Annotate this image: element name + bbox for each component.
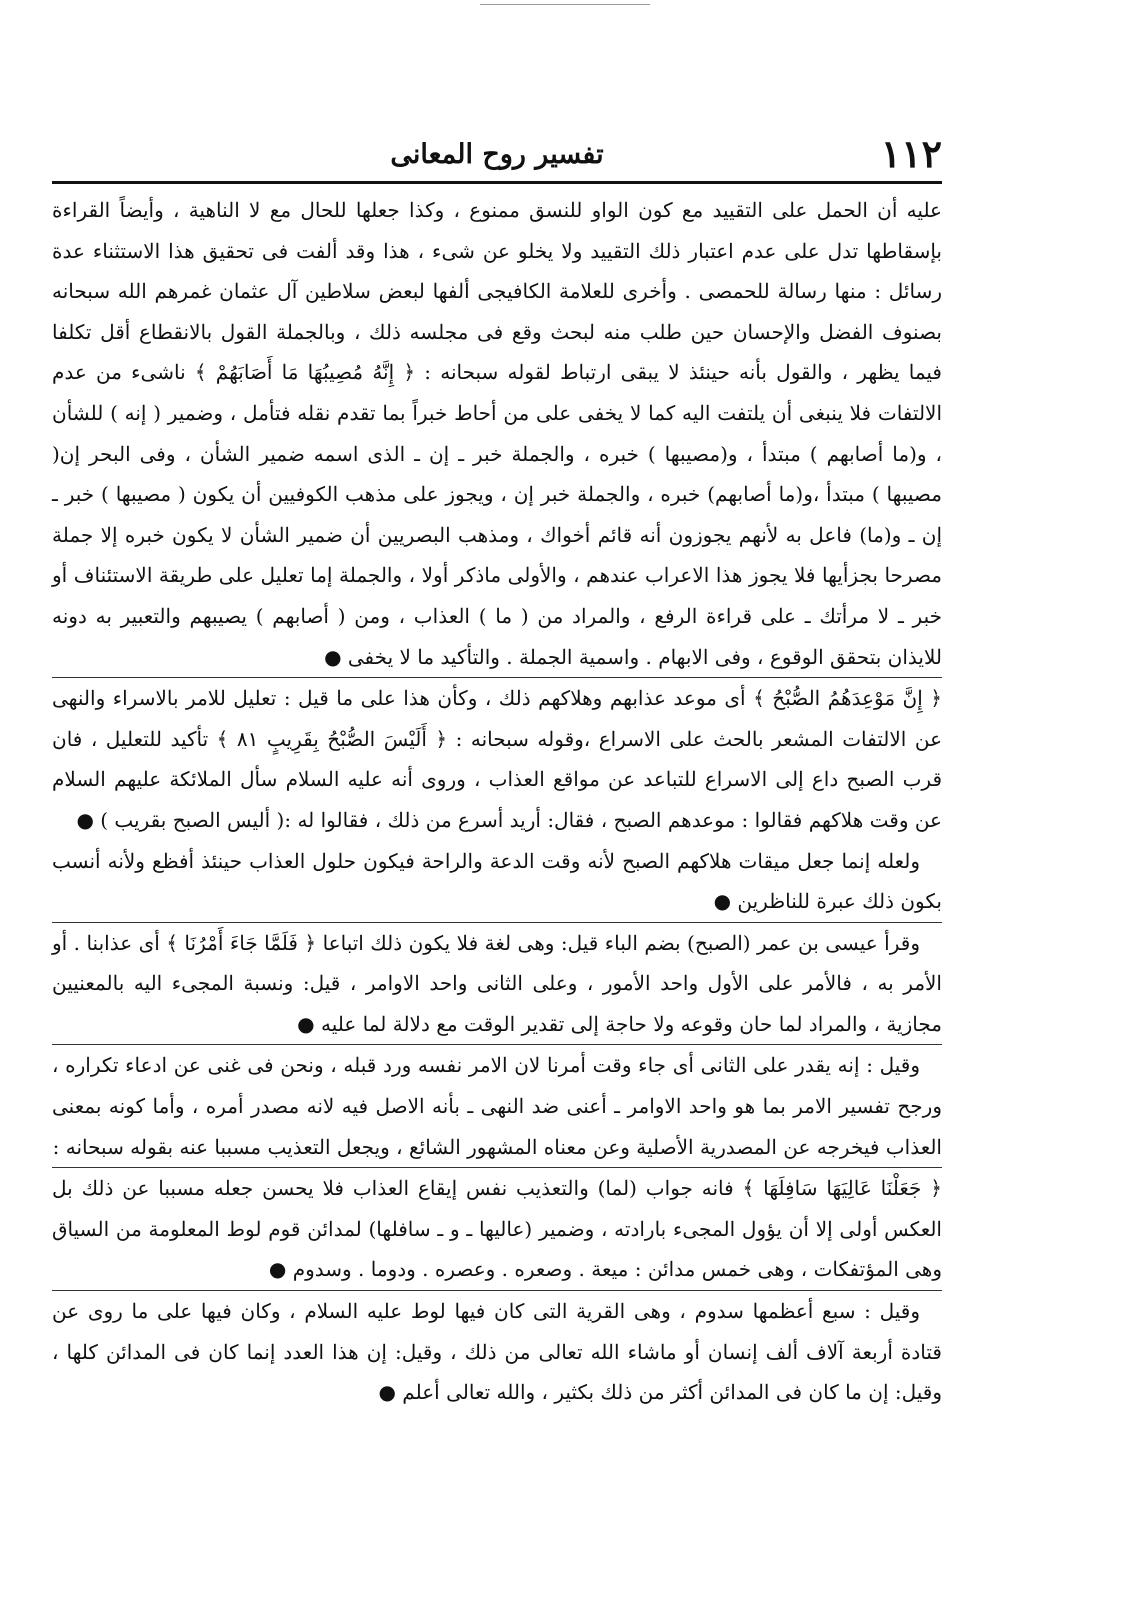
page-body (52, 190, 942, 1590)
header-rule (52, 181, 942, 184)
paragraph: وقيل : إنه يقدر على الثانى أى جاء وقت أمرنا لان الامر نفسه ورد قبله ، ونحن فى غنى عن ادعاء تكراره ، ورجح تفسير الامر بما هو واحد الاوامر ـ أعنى ضد النهى ـ بأنه الاصل فيه لانه مصدر أمره ، وأما كونه بمعنى العذاب فيخرجه عن المصدرية الأصلية وعن معناه المشهور الشائع ، ويجعل التعذيب مسببا عنه بقوله سبحانه : (52, 1044, 942, 1167)
paragraph: ﴿ إِنَّ مَوْعِدَهُمُ الصُّبْحُ ﴾ أى موعد عذابهم وهلاكهم ذلك ، وكأن هذا على ما قيل : تعليل للامر بالاسراء والنهى عن الالتفات المشعر بالحث على الاسراع ،وقوله سبحانه : ﴿ أَلَيْسَ الصُّبْحُ بِقَرِيبٍ ٨١ ﴾ تأكيد للتعليل ، فان قرب الصبح داع إلى الاسراع للتباعد عن مواقع العذاب ، وروى أنه عليه السلام سأل الملائكة عليهم السلام عن وقت هلاكهم فقالوا : موعدهم الصبح ، فقال: أريد أسرع من ذلك ، فقالوا له :( أليس الصبح بقريب ) ● (52, 677, 942, 840)
top-scan-rule (480, 4, 650, 5)
paragraph: وقيل : سبع أعظمها سدوم ، وهى القرية التى كان فيها لوط عليه السلام ، وكان فيها على ما روى عن قتادة أربعة آلاف ألف إنسان أو ماشاء الله تعالى من ذلك ، وقيل: إن هذا العدد إنما كان فى المدائن كلها ، وقيل: إن ما كان فى المدائن أكثر من ذلك بكثير ، والله تعالى أعلم ● (52, 1290, 942, 1413)
paragraph: عليه أن الحمل على التقييد مع كون الواو للنسق ممنوع ، وكذا جعلها للحال مع لا الناهية ، وأيضاً القراءة بإسقاطها تدل على عدم اعتبار ذلك التقييد ولا يخلو عن شىء ، هذا وقد ألفت فى تحقيق هذا الاستثناء عدة رسائل : منها رسالة للحمصى . وأخرى للعلامة الكافيجى ألفها لبعض سلاطين آل عثمان غمرهم الله سبحانه بصنوف الفضل والإحسان حين طلب منه لبحث وقع فى مجلسه ذلك ، وبالجملة القول بالانقطاع أقل تكلفا فيما يظهر ، والقول بأنه حينئذ لا يبقى ارتباط لقوله سبحانه : ﴿ إِنَّهُ مُصِيبُهَا مَا أَصَابَهُمْ ﴾ ناشىء من عدم الالتفات فلا ينبغى أن يلتفت اليه كما لا يخفى على من أحاط خبراً بما تقدم نقله فتأمل ، وضمير ( إنه ) للشأن ، و(ما أصابهم ) مبتدأ ، و(مصيبها ) خبره ، والجملة خبر ـ إن ـ الذى اسمه ضمير الشأن ، وفى البحر إن( مصيبها ) مبتدأ ،و(ما أصابهم) خبره ، والجملة خبر إن ، ويجوز على مذهب الكوفيين أن يكون ( مصيبها ) خبر ـ إن ـ و(ما) فاعل به لأنهم يجوزون أنه قائم أخواك ، ومذهب البصريين أن ضمير الشأن لا يكون خبره إلا جملة مصرحا بجزأيها فلا يجوز هذا الاعراب عندهم ، والأولى ماذكر أولا ، والجملة إما تعليل على طريقة الاستئناف أو خبر ـ لا مرأتك ـ على قراءة الرفع ، والمراد من ( ما ) العذاب ، ومن ( أصابهم ) يصيبهم والتعبير به دونه للايذان بتحقق الوقوع ، وفى الابهام . واسمية الجملة . والتأكيد ما لا يخفى ● (52, 198, 942, 669)
paragraph: ولعله إنما جعل ميقات هلاكهم الصبح لأنه وقت الدعة والراحة فيكون حلول العذاب حينئذ أفظع ولأنه أنسب بكون ذلك عبرة للناظرين ● (52, 848, 942, 914)
page-header (52, 130, 942, 178)
running-title: تفسير روح المعانى (390, 139, 604, 170)
page-number: ١١٢ (880, 131, 942, 176)
paragraph: وقرأ عيسى بن عمر (الصبح) بضم الباء قيل: وهى لغة فلا يكون ذلك اتباعا ﴿ فَلَمَّا جَاءَ أَمْرُنَا ﴾ أى عذابنا . أو الأمر به ، فالأمر على الأول واحد الأمور ، وعلى الثانى واحد الاوامر ، قيل: ونسبة المجىء اليه بالمعنيين مجازية ، والمراد لما حان وقوعه ولا حاجة إلى تقدير الوقت مع دلالة لما عليه ● (52, 922, 942, 1045)
paragraph: ﴿ جَعَلْنَا عَالِيَهَا سَافِلَهَا ﴾ فانه جواب (لما) والتعذيب نفس إيقاع العذاب فلا يحسن جعله مسببا عن ذلك بل العكس أولى إلا أن يؤول المجىء بارادته ، وضمير (عاليها ـ و ـ سافلها) لمدائن قوم لوط المعلومة من السياق وهى المؤتفكات ، وهى خمس مدائن : ميعة . وصعره . وعصره . ودوما . وسدوم ● (52, 1167, 942, 1290)
